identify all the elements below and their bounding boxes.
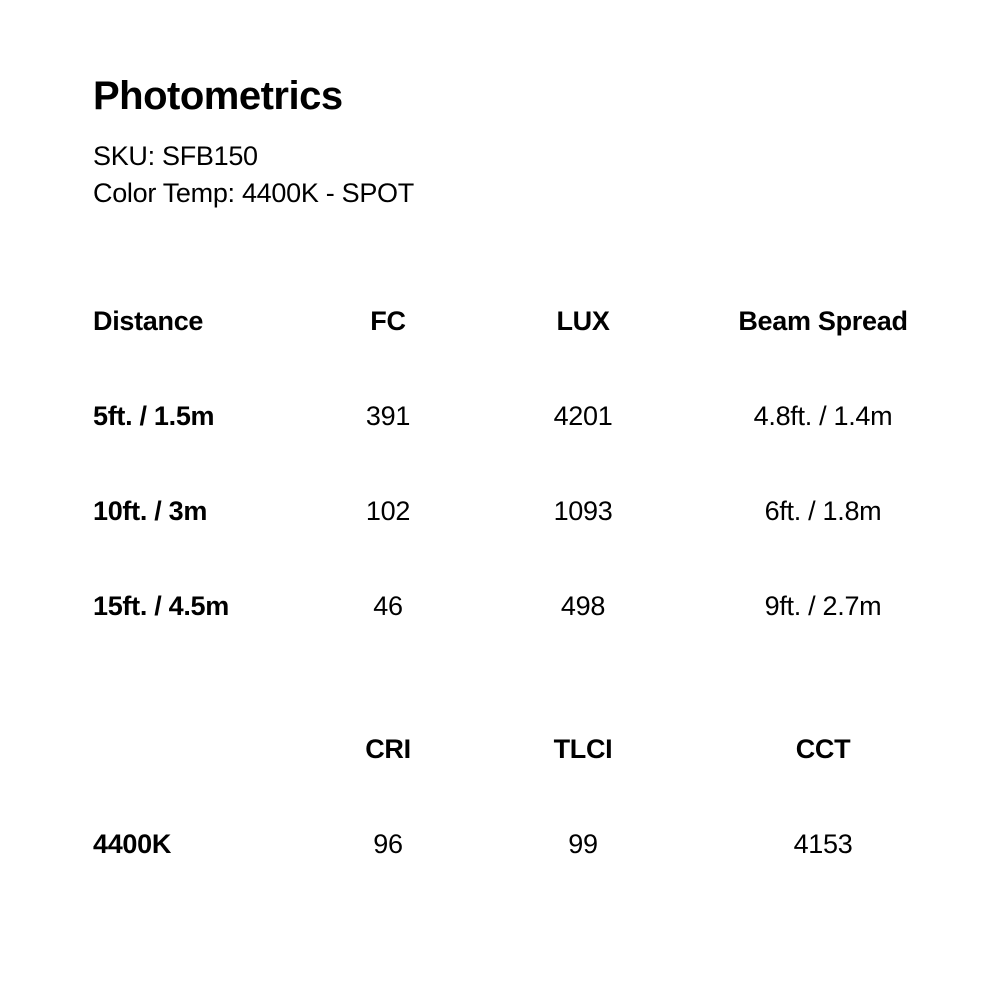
product-meta [93, 138, 960, 212]
column-header-cri: CRI [365, 734, 411, 764]
color-temp-value: 4400K [93, 829, 172, 859]
cct-value: 4153 [793, 829, 853, 859]
photometrics-table-header-row [93, 274, 960, 369]
color-quality-header-row [93, 702, 960, 797]
beam-spread-value: 9ft. / 2.7m [764, 591, 882, 621]
fc-value: 102 [365, 496, 411, 526]
column-header-tlci: TLCI [553, 734, 613, 764]
distance-value: 15ft. / 4.5m [93, 591, 229, 621]
column-header-distance: Distance [93, 306, 204, 336]
column-header-lux: LUX [556, 306, 610, 336]
lux-value: 4201 [553, 401, 613, 431]
table-row [93, 797, 960, 892]
fc-value: 46 [373, 591, 403, 621]
lux-value: 1093 [553, 496, 613, 526]
color-temp-line: Color Temp: 4400K - SPOT [93, 178, 414, 208]
table-row [93, 464, 960, 559]
tlci-value: 99 [568, 829, 598, 859]
distance-value: 5ft. / 1.5m [93, 401, 215, 431]
beam-spread-value: 6ft. / 1.8m [764, 496, 882, 526]
distance-value: 10ft. / 3m [93, 496, 208, 526]
table-row [93, 369, 960, 464]
page-title: Photometrics [93, 74, 343, 118]
cri-value: 96 [373, 829, 403, 859]
sku-line: SKU: SFB150 [93, 141, 258, 171]
table-row [93, 559, 960, 654]
photometrics-table [93, 274, 960, 654]
lux-value: 498 [560, 591, 606, 621]
column-header-beam-spread: Beam Spread [738, 306, 908, 336]
beam-spread-value: 4.8ft. / 1.4m [753, 401, 893, 431]
color-quality-table [93, 702, 960, 892]
fc-value: 391 [365, 401, 411, 431]
column-header-fc: FC [370, 306, 406, 336]
column-header-cct: CCT [795, 734, 851, 764]
